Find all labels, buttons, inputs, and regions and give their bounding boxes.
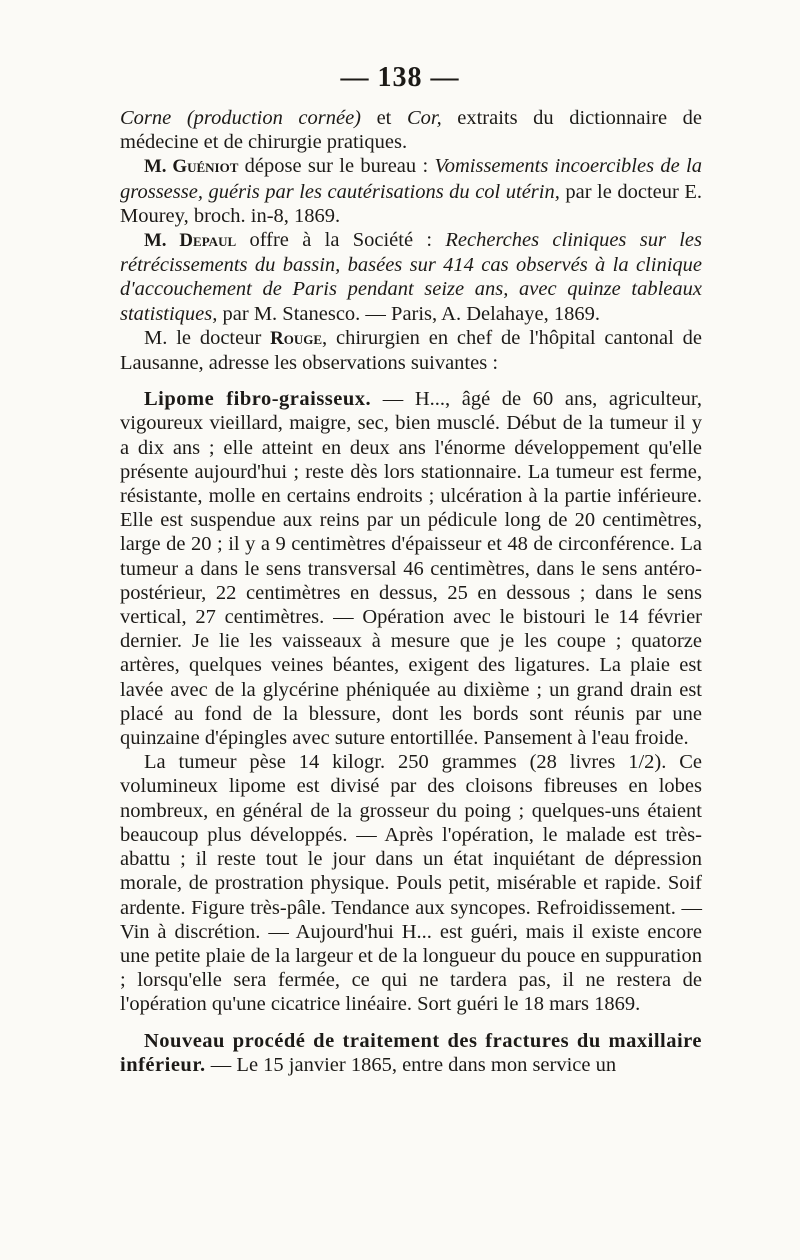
paragraph-tumeur (120, 750, 702, 1016)
section-heading: Nouveau procédé de traitement des fractures du maxillaire inférieur. (120, 1029, 702, 1076)
text: M. le docteur (144, 326, 271, 349)
author-name: M. Guéniot (144, 156, 239, 178)
text: La tumeur pèse 14 kilogr. 250 grammes (28 livres 1/2). Ce volumineux lipome est divisé par des cloisons fibreuses en lobes nombreux, en général de la grosseur du poing ; quelques-uns étaient beaucoup plus développés. — Après l'opération, le malade est très-abattu ; il reste tout le jour dans un état inquiétant de dépression morale, de prostration physique. Pouls petit, misérable et rapide. Soif ardente. Figure très-pâle. Tendance aux syncopes. Refroidissement. — Vin à discrétion. — Aujourd'hui H... est guéri, mais il existe encore une petite plaie de la largeur et de la longueur du pouce en suppuration ; lorsqu'elle sera fermée, ce qui ne tardera pas, il ne restera de l'opération qu'une cicatrice linéaire. Sort guéri le 18 mars 1869. (120, 751, 702, 1016)
work-title: Vomissements incoercibles de la grossesse, guéris par les cautérisations du col utérin, (120, 155, 702, 203)
page-number: — 138 — (340, 62, 460, 93)
paragraph-gueniot (120, 154, 702, 228)
paragraph-nouveau-procede (120, 1029, 702, 1077)
paragraph-lipome (120, 387, 702, 750)
paragraph-rouge (120, 326, 702, 375)
work-title: Recherches cliniques sur les rétrécissements du bassin, basées sur 414 cas observés à la clinique d'accouchement de Paris pendant seize ans, avec quinze tableaux statistiques, (120, 229, 702, 325)
paragraph-corne (120, 106, 702, 154)
author-name: M. Depaul (144, 230, 237, 252)
term-cor: Cor, (406, 107, 442, 129)
term-corne: Corne (120, 107, 172, 129)
paragraph-depaul (120, 228, 702, 326)
text: — Le 15 janvier 1865, entre dans mon service un (205, 1053, 617, 1076)
text: offre à la Société : (236, 229, 446, 252)
text: extraits du dictionnaire de médecine et de chirurgie pratiques. (120, 107, 703, 154)
text: par le docteur E. Mourey, broch. in-8, 1869. (120, 180, 702, 227)
text: par M. Stanesco. — Paris, A. Delahaye, 1869. (217, 302, 600, 325)
text: et (361, 107, 407, 129)
term-production-cornee: (production cornée) (186, 107, 362, 129)
text: — H..., âgé de 60 ans, agriculteur, vigoureux vieillard, maigre, sec, bien musclé. Début de la tumeur il y a dix ans ; elle atteint en deux ans l'énorme développement qu'elle présente aujourd'hui ; reste dès lors stationnaire. La tumeur est ferme, résistante, molle en certains endroits ; ulcération à la partie inférieure. Elle est suspendue aux reins par un pédicule long de 20 centimètres, large de 20 ; il y a 9 centimètres d'épaisseur et 48 de circonférence. La tumeur a dans le sens transversal 46 centimètres, dans le sens antéro-postérieur, 22 centimètres en dessus, 25 en dessous ; dans le sens vertical, 27 centimètres. — Opération avec le bistouri le 14 février dernier. Je lie les vaisseaux à mesure que je les coupe ; quatorze artères, quelques veines béantes, exigent des ligatures. La plaie est lavée avec de la glycérine phéniquée au dixième ; un grand drain est placé au fond de la blessure, dont les bords sont réunis par une quinzaine d'épingles avec suture entortillée. Pansement à l'eau froide. (120, 388, 702, 750)
text: , chirurgien en chef de l'hôpital cantonal de Lausanne, adresse les observations suivantes : (120, 326, 702, 375)
text: dépose sur le bureau : (238, 155, 435, 178)
author-name: Rouge (270, 327, 323, 349)
page-body (120, 106, 702, 1077)
section-heading: Lipome fibro-graisseux. (144, 388, 372, 411)
